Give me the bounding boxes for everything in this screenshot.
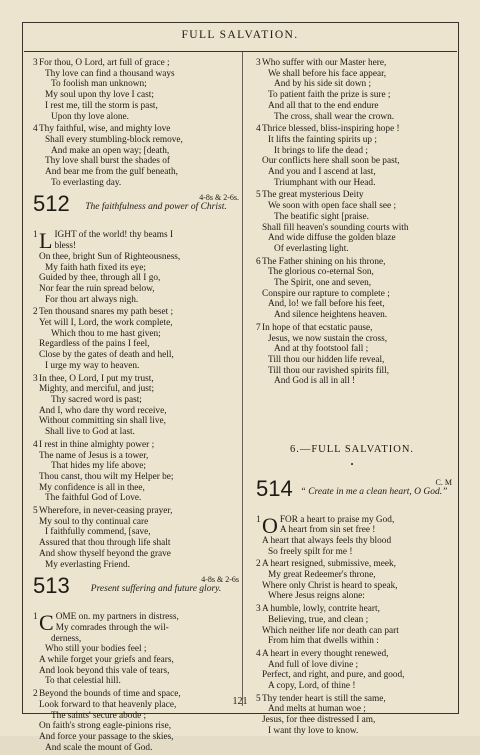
verse-line: I urge my way to heaven.: [45, 360, 140, 371]
stanza: [252, 190, 452, 254]
verse-line: The cross, shall wear the crown.: [274, 111, 395, 122]
stanza: [29, 124, 239, 188]
verse-line: And scale the mount of God.: [45, 742, 153, 753]
verse-line: To that celestial hill.: [45, 676, 121, 687]
verse-line: bless!: [54, 241, 77, 252]
verse-line: And make an open way; [death,: [51, 145, 170, 156]
verse-line: Perfect, and right, and pure, and good,: [262, 670, 405, 681]
verse-line: On faith's strong eagle-pinions rise,: [39, 721, 172, 732]
verse-line: The saints' secure abode ;: [51, 710, 147, 721]
verse-line: The Spirit, one and seven,: [274, 278, 372, 289]
verse-line: Which neither life nor death can part: [262, 625, 399, 636]
stanza: [252, 58, 452, 122]
verse-line: From him that dwells within :: [268, 636, 379, 647]
verse-line: The glorious co-eternal Son,: [268, 267, 374, 278]
verse-line: And I, who dare thy word receive,: [39, 405, 167, 416]
verse-line: In hope of that ecstatic pause,: [262, 322, 373, 333]
verse-line: A heart that always feels thy blood: [262, 535, 392, 546]
page-number: 121: [232, 696, 248, 707]
hymn-meter: 4-8s & 2-6s: [201, 575, 239, 585]
hymn-heading: [29, 192, 239, 226]
verse-line: Thy sacred word is past;: [51, 394, 142, 405]
hymn-meter: C. M: [435, 477, 452, 487]
verse-line: Beyond the bounds of time and space,: [39, 689, 181, 700]
hymn-heading: [29, 574, 239, 608]
verse-line: I want thy love to know.: [268, 725, 359, 736]
verse-line: derness,: [51, 633, 82, 644]
verse-line: A heart from sin set free !: [279, 525, 376, 536]
left-column: [29, 58, 239, 755]
verse-line: A heart resigned, submissive, meek,: [262, 559, 397, 570]
verse-line: Thy love shall burst the shades of: [45, 156, 170, 167]
verse-line: To patient faith the prize is sure ;: [268, 90, 391, 101]
verse-line: So freely spilt for me !: [268, 546, 353, 557]
verse-line: Mighty, and merciful, and just;: [39, 384, 155, 395]
verse-line: The great mysterious Deity: [262, 190, 364, 201]
verse-line: To foolish man unknown;: [51, 79, 147, 90]
hymn-number: 514: [256, 475, 293, 501]
verse-line: My confidence is all in thee,: [39, 482, 145, 493]
verse-line: Yet will I, Lord, the work complete,: [39, 318, 173, 329]
stanza: [252, 649, 452, 692]
verse-line: Which thou to me hast given;: [51, 328, 161, 339]
verse-line: Jesus, we now sustain the cross,: [268, 333, 388, 344]
stanza-number: 5: [33, 506, 38, 517]
stanza-number: 3: [33, 58, 38, 68]
verse-line: And bear me from the gulf beneath,: [45, 167, 178, 178]
stanza: [252, 257, 452, 321]
verse-line: Shall every stumbling-block remove,: [45, 134, 183, 145]
stanza-number: 6: [256, 256, 261, 267]
stanza-number: 4: [256, 648, 261, 659]
verse-line: My everlasting Friend.: [45, 559, 130, 570]
verse-line: And by his side sit down ;: [274, 79, 372, 90]
stanza: [29, 374, 239, 438]
verse-line: The faithful God of Love.: [45, 493, 142, 504]
verse-line: My comrades through the wil-: [55, 622, 169, 633]
hymn-number: 513: [33, 573, 70, 599]
stanza: [29, 307, 239, 371]
verse-line: Thy faithful, wise, and mighty love: [39, 124, 171, 135]
verse-line: For thou art always nigh.: [45, 294, 139, 305]
verse-line: Conspire our rapture to complete ;: [262, 288, 390, 299]
stanza-number: 1: [33, 612, 38, 623]
drop-cap: O: [262, 514, 278, 538]
verse-line: Close by the gates of death and hell,: [39, 350, 174, 361]
stanza: [29, 440, 239, 504]
verse-line: Thy love can find a thousand ways: [45, 68, 175, 79]
verse-line: Triumphant with our Head.: [274, 177, 376, 188]
verse-line: Who still your bodies feel ;: [45, 644, 147, 655]
verse-line: For thou, O Lord, art full of grace ;: [39, 58, 170, 68]
verse-line: We soon with open face shall see ;: [268, 201, 397, 212]
verse-line: In thee, O Lord, I put my trust,: [39, 373, 154, 384]
hymn-title: The faithfulness and power of Christ.: [85, 202, 227, 213]
section-ornament: •: [350, 459, 354, 469]
drop-cap: C: [39, 612, 54, 636]
verse-line: And all that to the end endure: [268, 100, 379, 111]
verse-line: And God is all in all !: [274, 376, 356, 387]
stanza: [252, 515, 452, 558]
stanza-number: 4: [33, 124, 38, 135]
verse-line: To everlasting day.: [51, 177, 122, 188]
verse-line: Nor fear the ruin spread below,: [39, 283, 155, 294]
verse-line: Look forward to that heavenly place,: [39, 699, 177, 710]
stanza-number: 3: [256, 604, 261, 615]
verse-line: And wide diffuse the golden blaze: [268, 233, 396, 244]
column-divider: [242, 52, 243, 706]
verse-line: A copy, Lord, of thine !: [268, 681, 356, 692]
verse-line: Wherefore, in never-ceasing prayer,: [39, 506, 173, 517]
hymn-heading: [252, 477, 452, 511]
verse-line: OME on. my partners in distress,: [55, 612, 179, 623]
verse-line: The Father shining on his throne,: [262, 256, 386, 267]
stanza: [29, 58, 239, 122]
hymn-meter: 4-8s & 2-6s.: [199, 193, 239, 203]
verse-line: Our conflicts here shall soon be past,: [262, 156, 400, 167]
verse-line: Upon thy love alone.: [51, 111, 129, 122]
stanza-number: 3: [256, 58, 261, 68]
verse-line: And show thyself beyond the grave: [39, 548, 171, 559]
verse-line: I faithfully commend, [save,: [45, 527, 151, 538]
hymn-title: Present suffering and future glory.: [90, 584, 222, 595]
running-head: FULL SALVATION.: [181, 29, 299, 41]
verse-line: Without committing sin shall live,: [39, 416, 166, 427]
verse-line: Thrice blessed, bliss-inspiring hope !: [262, 124, 400, 135]
stanza: [29, 506, 239, 570]
verse-line: Till thou our hidden life reveal,: [268, 354, 385, 365]
stanza-number: 5: [256, 190, 261, 201]
stanza: [252, 124, 452, 188]
verse-line: That hides my life above;: [51, 461, 147, 472]
verse-line: On thee, bright Sun of Righteousness,: [39, 251, 181, 262]
verse-line: A humble, lowly, contrite heart,: [262, 604, 380, 615]
verse-line: I rest me, till the storm is past,: [45, 100, 158, 111]
verse-line: And, lo! we fall before his feet,: [268, 299, 385, 310]
verse-line: Assured that thou through life shalt: [39, 538, 171, 549]
verse-line: Where Jesus reigns alone:: [268, 591, 365, 602]
verse-line: And silence heightens heaven.: [274, 310, 388, 321]
verse-line: Believing, true, and clean ;: [268, 614, 369, 625]
verse-line: And look beyond this vale of tears,: [39, 665, 170, 676]
verse-line: The name of Jesus is a tower,: [39, 450, 149, 461]
verse-line: And force your passage to the skies,: [39, 731, 174, 742]
verse-line: Regardless of the pains I feel,: [39, 339, 150, 350]
stanza-number: 2: [33, 689, 38, 700]
verse-line: A heart in every thought renewed,: [262, 648, 389, 659]
verse-line: And you and I ascend at last,: [268, 167, 376, 178]
section-title: 6.—FULL SALVATION.: [289, 444, 415, 456]
verse-line: Till thou our ravished spirits fill,: [268, 365, 390, 376]
verse-line: Ten thousand snares my path beset ;: [39, 307, 174, 318]
verse-line: Guided by thee, through all I go,: [39, 273, 161, 284]
verse-line: Shall live to God at last.: [45, 427, 135, 438]
verse-line: Thou canst, thou wilt my Helper be;: [39, 471, 174, 482]
verse-line: A while forget your griefs and fears,: [39, 655, 174, 666]
verse-line: It lifts the fainting spirits up ;: [268, 134, 377, 145]
verse-line: Of everlasting light.: [274, 243, 349, 254]
drop-cap: L: [39, 230, 53, 254]
stanza-number: 1: [256, 514, 261, 525]
stanza-number: 4: [256, 124, 261, 135]
verse-line: The beatific sight [praise.: [274, 211, 369, 222]
stanza: [29, 230, 239, 305]
verse-line: Who suffer with our Master here,: [262, 58, 387, 68]
stanza: [29, 612, 239, 687]
stanza: [252, 604, 452, 647]
stanza: [252, 559, 452, 602]
verse-line: And at thy footstool fall ;: [274, 344, 369, 355]
hymn-number: 512: [33, 191, 70, 217]
stanza-number: 2: [256, 559, 261, 570]
stanza-number: 5: [256, 693, 261, 704]
verse-line: My soul to thy continual care: [39, 516, 149, 527]
right-column: [252, 58, 452, 739]
verse-line: It brings to life the dead ;: [274, 145, 368, 156]
stanza-number: 1: [33, 230, 38, 241]
stanza-number: 7: [256, 322, 261, 333]
verse-line: Jesus, for thee distressed I am,: [262, 715, 376, 726]
verse-line: My soul upon thy love I cast;: [45, 90, 154, 101]
verse-line: Thy tender heart is still the same,: [262, 693, 386, 704]
verse-line: And full of love divine ;: [268, 659, 359, 670]
verse-line: Where only Christ is heard to speak,: [262, 580, 398, 591]
verse-line: FOR a heart to praise my God,: [279, 514, 395, 525]
stanza-number: 3: [33, 373, 38, 384]
verse-line: My faith hath fixed its eye;: [45, 262, 146, 273]
stanza-number: 4: [33, 439, 38, 450]
verse-line: And melts at human woe ;: [268, 704, 366, 715]
hymn-title: “ Create in me a clean heart, O God.”: [300, 486, 448, 497]
verse-line: I rest in thine almighty power ;: [39, 439, 155, 450]
verse-line: We shall before his face appear,: [268, 68, 387, 79]
verse-line: My great Redeemer's throne,: [268, 570, 376, 581]
stanza-number: 2: [33, 307, 38, 318]
verse-line: IGHT of the world! thy beams I: [54, 230, 174, 241]
stanza: [252, 323, 452, 387]
verse-line: Shall fill heaven's sounding courts with: [262, 222, 409, 233]
